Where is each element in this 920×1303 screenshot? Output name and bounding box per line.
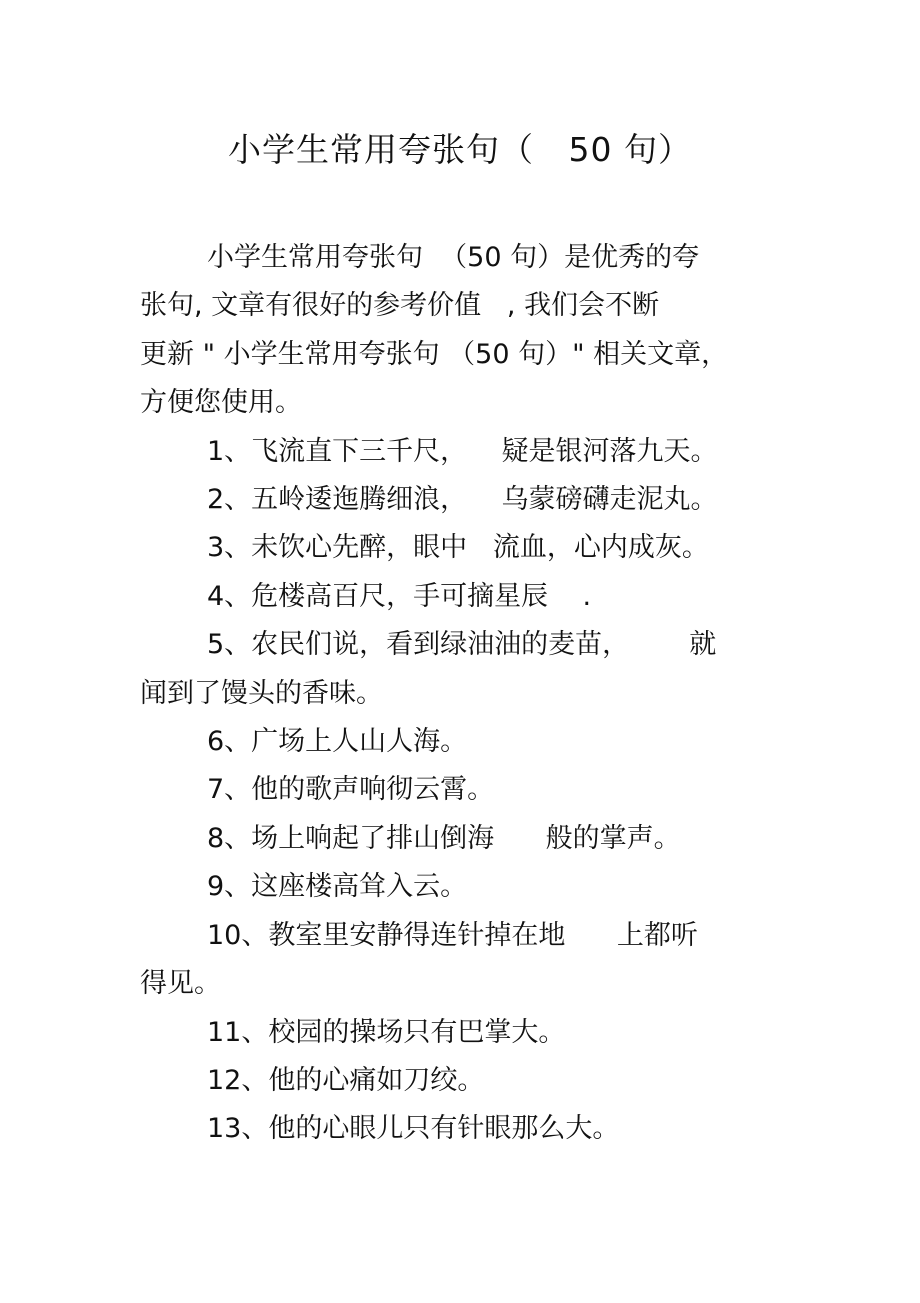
list-item-text: 4、危楼高百尺，手可摘星辰 . xyxy=(207,580,592,612)
list-item xyxy=(140,912,790,1009)
list-item xyxy=(140,428,790,476)
list-item-text: 6、广场上人山人海。 xyxy=(207,726,468,758)
list-item xyxy=(140,1057,790,1105)
intro-line: 方便您使用。 xyxy=(140,387,302,419)
list-item xyxy=(140,1009,790,1057)
list-item-text: 8、场上响起了排山倒海 般的掌声。 xyxy=(207,822,681,854)
list-item xyxy=(140,573,790,621)
list-item xyxy=(140,815,790,863)
list-item xyxy=(140,766,790,814)
list-item xyxy=(140,863,790,911)
document-body xyxy=(140,234,790,1154)
list-item-text-continued: 闻到了馒头的香味。 xyxy=(140,677,383,709)
list-item-text: 7、他的歌声响彻云霄。 xyxy=(207,774,495,806)
list-item-text: 2、五岭逶迤腾细浪， 乌蒙磅礴走泥丸。 xyxy=(207,484,718,516)
intro-line: 小学生常用夸张句 （50 句）是优秀的夸 xyxy=(207,242,700,273)
intro-paragraph xyxy=(140,234,790,428)
list-item-text: 3、未饮心先醉，眼中 流血，心内成灰。 xyxy=(207,532,709,564)
list-item-text: 5、农民们说，看到绿油油的麦苗， 就 xyxy=(207,629,717,661)
list-item-text: 9、这座楼高耸入云。 xyxy=(207,871,468,903)
list-item-text: 1、飞流直下三千尺， 疑是银河落九天。 xyxy=(207,435,718,467)
list-item-text: 12、他的心痛如刀绞。 xyxy=(207,1064,485,1096)
intro-line: 更新 " 小学生常用夸张句 （50 句）" 相关文章， xyxy=(140,338,729,370)
list-item xyxy=(140,524,790,572)
list-item-text-continued: 得见。 xyxy=(140,968,221,1000)
intro-line: 张句, 文章有很好的参考价值 , 我们会不断 xyxy=(140,290,660,322)
list-item-text: 10、教室里安静得连针掉在地 上都听 xyxy=(207,919,698,951)
list-item-text: 11、校园的操场只有巴掌大。 xyxy=(207,1016,566,1048)
list-item xyxy=(140,476,790,524)
sentence-list xyxy=(140,428,790,1154)
list-item-text: 13、他的心眼儿只有针眼那么大。 xyxy=(207,1113,620,1145)
list-item xyxy=(140,621,790,718)
list-item xyxy=(140,718,790,766)
document-title: 小学生常用夸张句（ 50 句） xyxy=(228,130,692,169)
list-item xyxy=(140,1105,790,1153)
